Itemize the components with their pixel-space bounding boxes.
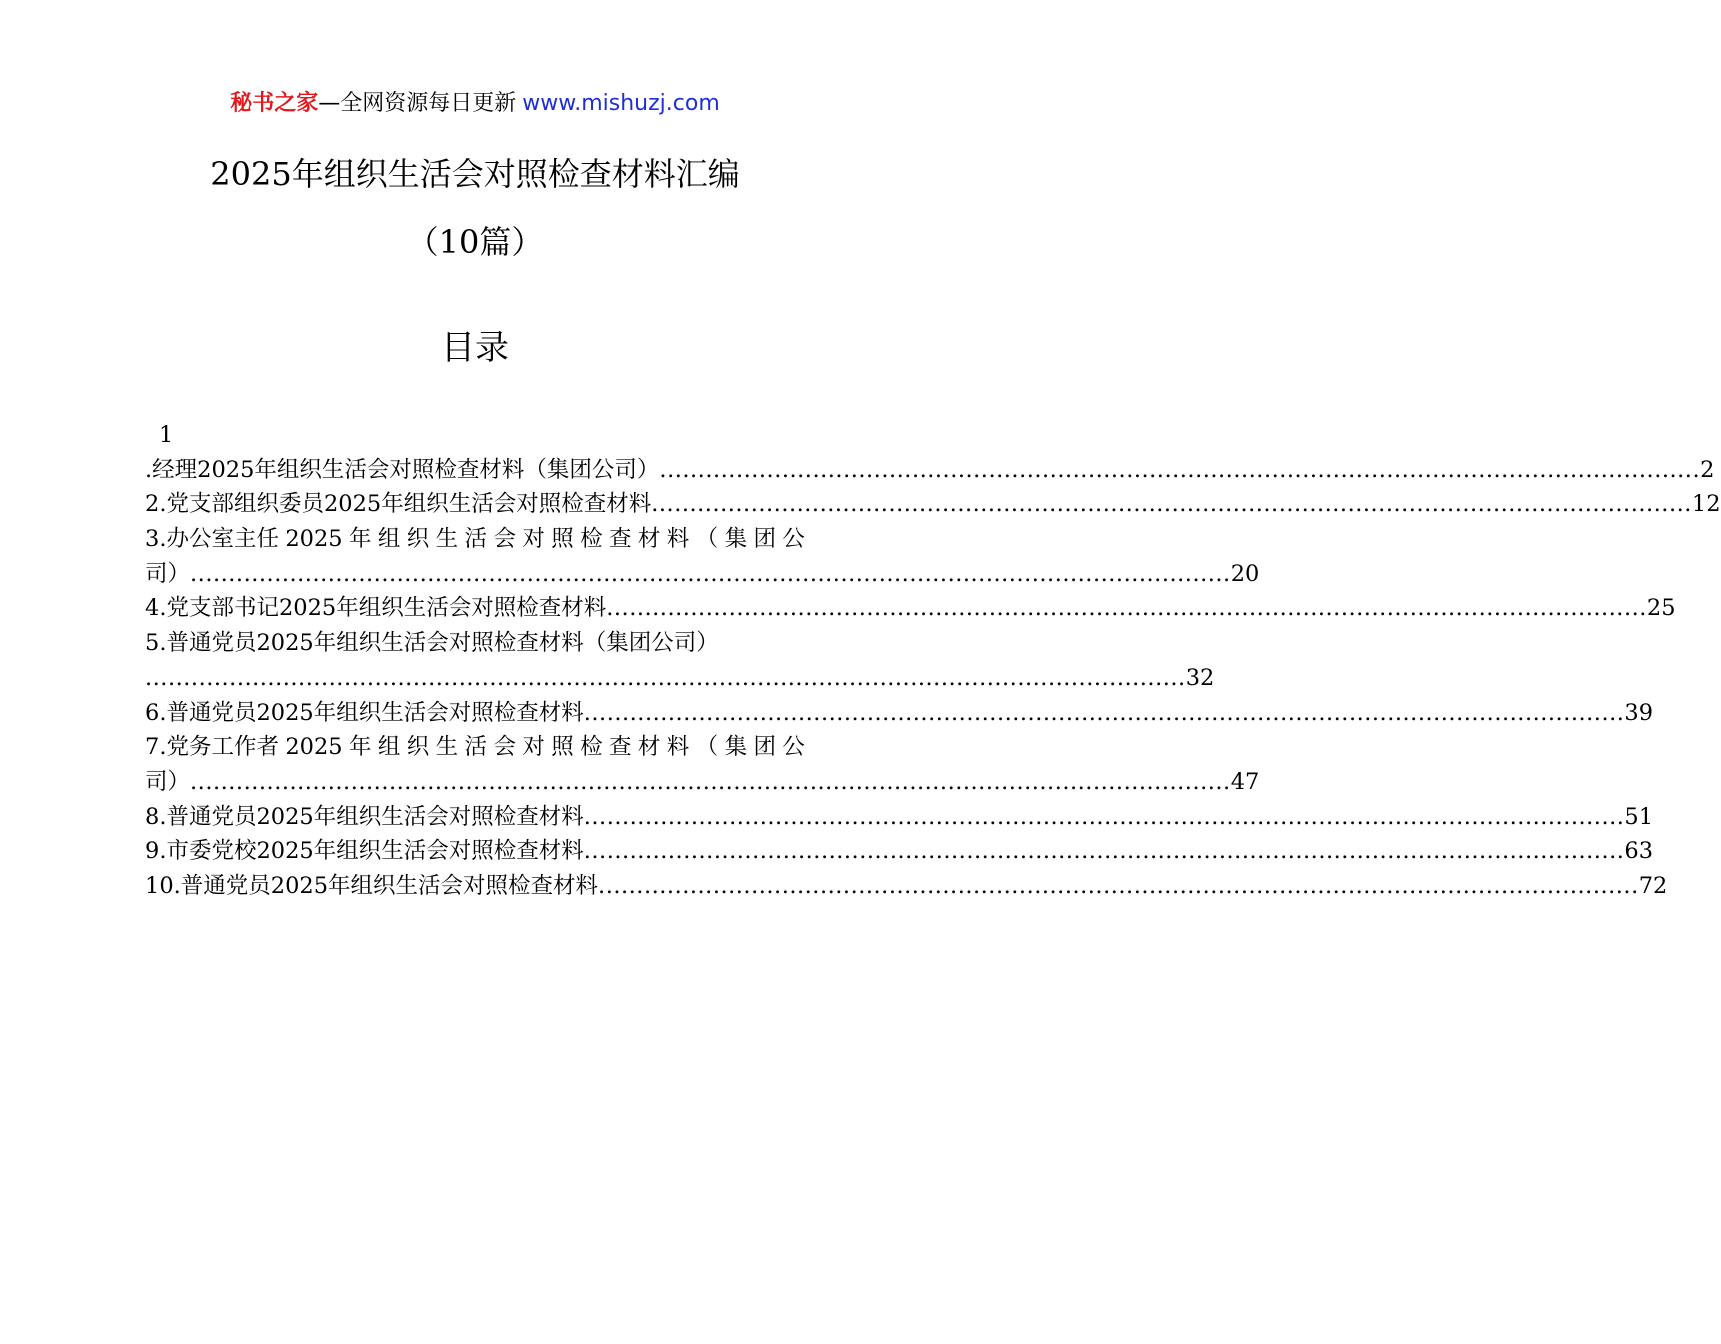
toc-entry-1[interactable]: [145, 453, 1715, 488]
toc-leader: ........................................................................................................................................: [190, 768, 1231, 795]
toc-entry-title-part: 料: [666, 734, 690, 761]
toc-entry-3-continued[interactable]: [145, 557, 1260, 592]
toc-leader: ........................................................................................................................................: [583, 803, 1625, 830]
toc-entry-title-part: 对: [522, 526, 545, 553]
toc-entry-title: 4.党支部书记2025年组织生活会对照检查材料: [145, 595, 607, 622]
toc-leader: ........................................................................................................................................: [145, 664, 1186, 691]
toc-entry-title-part: 织: [406, 734, 430, 761]
toc-entry-title: 8.普通党员2025年组织生活会对照检查材料: [145, 803, 584, 830]
toc-entry-title-part: 组: [377, 734, 401, 761]
toc-entry-title-part: 查: [609, 734, 632, 761]
toc-entry-3[interactable]: [145, 522, 805, 557]
brand-name: 秘书之家: [230, 91, 319, 116]
toc-entry-title-part: 检: [580, 734, 603, 761]
toc-entry-6[interactable]: [145, 696, 1654, 731]
toc-entry-title-part: 组: [377, 526, 401, 553]
toc-entry-title-part: 对: [522, 734, 545, 761]
toc-page-number: 12: [1691, 491, 1721, 518]
toc-entry-10[interactable]: [145, 869, 1668, 904]
toc-entry-title: 5.普通党员2025年组织生活会对照检查材料（集团公司）: [145, 630, 719, 657]
toc-page-number: 47: [1230, 768, 1260, 795]
toc-entry-title: 10.普通党员2025年组织生活会对照检查材料: [145, 872, 599, 899]
toc-entry-title-part: 照: [551, 526, 574, 553]
toc-entry-title-part: （: [695, 734, 719, 761]
toc-entry-title-part: 2025: [285, 526, 343, 553]
toc-page-number: 39: [1624, 699, 1654, 726]
toc-entry-5-continued[interactable]: [145, 661, 1215, 696]
toc-page-number: 63: [1624, 838, 1654, 865]
toc-entry-title: 司）: [145, 560, 191, 587]
toc-entry-title-part: 活: [464, 734, 488, 761]
toc-heading: 目录: [441, 328, 509, 368]
toc-entry-title: 9.市委党校2025年组织生活会对照检查材料: [145, 838, 584, 865]
toc-entry-title-part: 生: [435, 526, 459, 553]
toc-entry-title-part: 集: [724, 734, 748, 761]
toc-page-number: 25: [1646, 595, 1676, 622]
toc-leader: ........................................................................................................................................: [583, 699, 1625, 726]
site-header: [0, 88, 950, 120]
toc-page-number: 20: [1230, 560, 1260, 587]
toc-entry-9[interactable]: [145, 834, 1654, 869]
toc-entry-title-part: 集: [724, 526, 748, 553]
toc-entry-title-part: 2025: [285, 734, 343, 761]
toc-leader: ........................................................................................................................................: [190, 560, 1231, 587]
toc-leader: ........................................................................................................................................: [606, 595, 1647, 622]
toc-entry-title: 2.党支部组织委员2025年组织生活会对照检查材料: [145, 491, 652, 518]
toc-entry-title-part: 活: [464, 526, 488, 553]
toc-entry-title-part: 照: [551, 734, 574, 761]
toc-entry-title: 司）: [145, 768, 191, 795]
toc-entry-title-part: 会: [493, 734, 516, 761]
toc-entry-title-part: 7.党务工作者: [145, 734, 279, 761]
toc-entry-title-part: 团: [753, 734, 776, 761]
document-subtitle: （10篇）: [406, 223, 544, 261]
toc-entry-title-part: 公: [782, 526, 805, 553]
toc-leader: ........................................................................................................................................: [651, 491, 1692, 518]
toc-entry-title-part: 材: [637, 526, 661, 553]
toc-entry-title: 6.普通党员2025年组织生活会对照检查材料: [145, 699, 584, 726]
toc-entry-1-number-line: [145, 418, 805, 453]
toc-entry-title-part: 会: [493, 526, 516, 553]
toc-entry-title-part: 年: [348, 734, 372, 761]
toc-entry-title-part: 料: [666, 526, 690, 553]
toc-entry-title-part: 3.办公室主任: [145, 526, 279, 553]
toc-entry-title-part: 公: [782, 734, 805, 761]
toc-entry-title-part: 生: [435, 734, 459, 761]
toc-entry-8[interactable]: [145, 800, 1654, 835]
toc-page-number: 51: [1624, 803, 1654, 830]
toc-entry-7-continued[interactable]: [145, 765, 1260, 800]
toc-leader: ........................................................................................................................................: [598, 872, 1639, 899]
toc-leader: ........................................................................................................................................: [583, 838, 1625, 865]
toc-page-number: 32: [1185, 664, 1215, 691]
toc-entry-title-part: （: [695, 526, 719, 553]
toc-entry-4[interactable]: [145, 591, 1676, 626]
toc-leader: ........................................................................................................................................: [659, 456, 1701, 483]
toc-entry-5[interactable]: [145, 626, 805, 661]
toc-page-number: 72: [1638, 872, 1668, 899]
toc-entry-title-part: 年: [348, 526, 372, 553]
toc-entry-2[interactable]: [145, 487, 1721, 522]
toc-entry-title-part: 织: [406, 526, 430, 553]
document-title: 2025年组织生活会对照检查材料汇编: [210, 155, 740, 193]
toc-entry-title-part: 检: [580, 526, 603, 553]
site-url-link[interactable]: www.mishuzj.com: [522, 91, 720, 116]
toc-entry-number: 1: [159, 422, 174, 448]
toc-entry-7[interactable]: [145, 730, 805, 765]
toc-entry-title-part: 查: [609, 526, 632, 553]
header-slogan: —全网资源每日更新: [318, 91, 517, 116]
toc-entry-title: .经理2025年组织生活会对照检查材料（集团公司）: [145, 456, 660, 483]
toc-page-number: 2: [1700, 456, 1715, 483]
toc-entry-title-part: 材: [637, 734, 661, 761]
table-of-contents: [145, 418, 1721, 904]
toc-entry-title-part: 团: [753, 526, 776, 553]
